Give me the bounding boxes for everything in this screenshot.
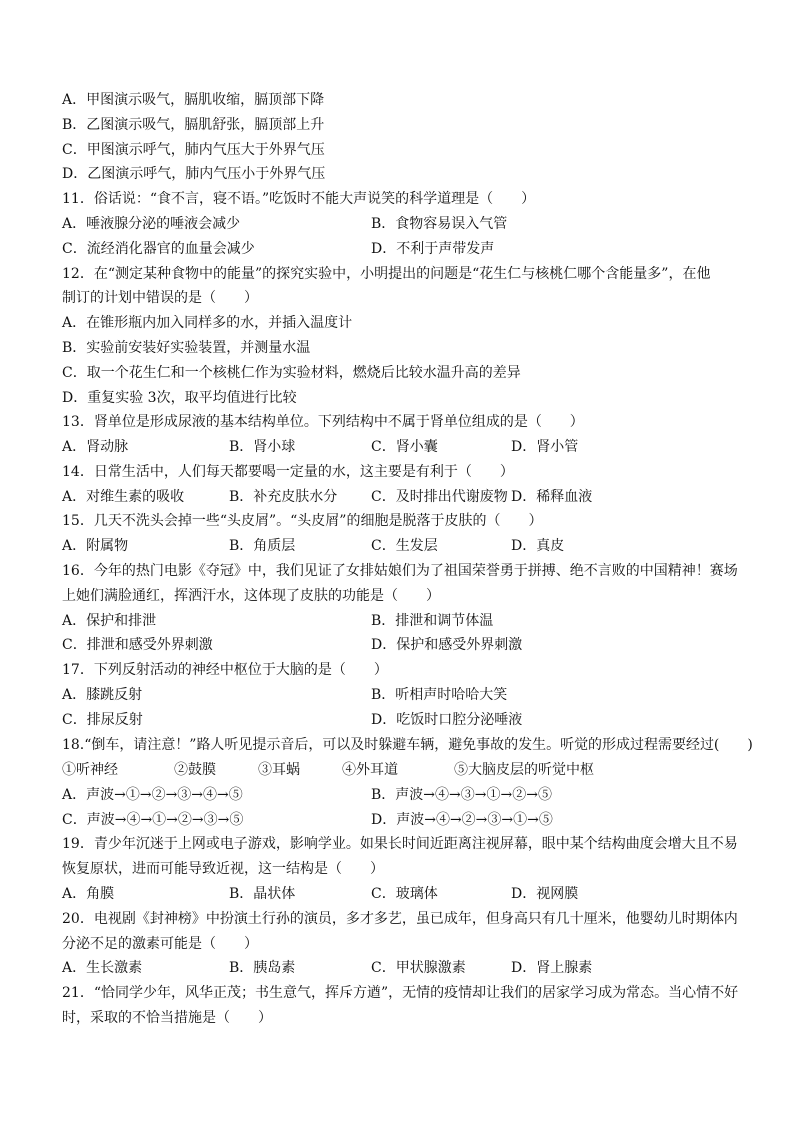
q11-stem: 11．俗话说：“食不言，寝不语。”吃饭时不能大声说笑的科学道理是（ ） — [62, 191, 536, 207]
q13-options — [62, 437, 579, 457]
q13-option-d: D．肾小管 — [511, 439, 579, 455]
q20-option-d: D．肾上腺素 — [511, 960, 593, 976]
q18-item-3: ③耳蜗 — [258, 762, 300, 778]
q16-option-d: D．保护和感受外界刺激 — [371, 637, 523, 653]
q10-option-b: B．乙图演示吸气，膈肌舒张，膈顶部上升 — [62, 117, 325, 133]
q15-options — [62, 536, 565, 556]
q14-stem: 14．日常生活中，人们每天都要喝一定量的水，这主要是有利于（ ） — [62, 464, 514, 480]
q15-option-a: A．附属物 — [62, 538, 129, 554]
q17-options-row2 — [62, 710, 523, 730]
q11-option-c: C．流经消化器官的血量会减少 — [62, 241, 255, 257]
q17-option-a: A．膝跳反射 — [62, 687, 143, 703]
q12-stem-line1: 12．在“测定某种食物中的能量”的探究实验中，小明提出的问题是“花生仁与核桃仁哪个含能量多”，在他 — [62, 266, 711, 282]
q20-stem-line1: 20．电视剧《封神榜》中扮演土行孙的演员，多才多艺，虽已成年，但身高只有几十厘米，他婴幼儿时期体内 — [62, 911, 738, 927]
q19-option-a: A．角膜 — [62, 886, 115, 902]
q15-option-b: B．角质层 — [229, 538, 296, 554]
q20-stem-line2: 分泌不足的激素可能是（ ） — [62, 936, 258, 952]
q19-stem-line2: 恢复原状，进而可能导致近视，这一结构是（ ） — [62, 861, 384, 877]
q11-option-a: A．唾液腺分泌的唾液会减少 — [62, 216, 241, 232]
q10-option-a: A．甲图演示吸气，膈肌收缩，膈顶部下降 — [62, 92, 325, 108]
q12-option-d: D．重复实验 3次，取平均值进行比较 — [62, 390, 297, 406]
q10-option-d: D．乙图演示呼气，肺内气压小于外界气压 — [62, 166, 326, 182]
q11-options-row1 — [62, 214, 508, 234]
q18-option-b: B．声波→④→③→①→②→⑤ — [371, 787, 552, 803]
q12-option-b: B．实验前安装好实验装置，并测量水温 — [62, 340, 311, 356]
q17-option-b: B．听相声时哈哈大笑 — [371, 687, 508, 703]
q19-option-b: B．晶状体 — [229, 886, 296, 902]
q20-option-a: A．生长激素 — [62, 960, 143, 976]
q13-option-c: C．肾小囊 — [371, 439, 438, 455]
q17-stem: 17．下列反射活动的神经中枢位于大脑的是（ ） — [62, 662, 388, 678]
q16-options-row1 — [62, 611, 494, 631]
q16-option-a: A．保护和排泄 — [62, 613, 157, 629]
q21-stem-line2: 时，采取的不恰当措施是（ ） — [62, 1010, 272, 1026]
q20-options — [62, 958, 593, 978]
q19-options — [62, 884, 579, 904]
q14-option-c: C．及时排出代谢废物 — [371, 489, 508, 505]
q15-option-c: C．生发层 — [371, 538, 438, 554]
q20-option-b: B．胰岛素 — [229, 960, 296, 976]
q12-stem-line2: 制订的计划中错误的是（ ） — [62, 290, 258, 306]
q16-option-b: B．排泄和调节体温 — [371, 613, 494, 629]
q13-option-b: B．肾小球 — [229, 439, 296, 455]
q21-stem-line1: 21．“恰同学少年，风华正茂；书生意气，挥斥方遒”，无情的疫情却让我们的居家学习成为常态。当心情不好 — [62, 985, 739, 1001]
q13-stem: 13．肾单位是形成尿液的基本结构单位。下列结构中不属于肾单位组成的是（ ） — [62, 414, 584, 430]
q16-stem-line2: 上她们满脸通红，挥洒汗水，这体现了皮肤的功能是（ ） — [62, 588, 440, 604]
q17-option-d: D．吃饭时口腔分泌唾液 — [371, 712, 523, 728]
q18-item-1: ①听神经 — [62, 762, 118, 778]
q18-item-4: ④外耳道 — [342, 762, 398, 778]
q18-options-row2 — [62, 810, 553, 830]
q12-option-a: A．在锥形瓶内加入同样多的水，并插入温度计 — [62, 315, 353, 331]
q18-options-row1 — [62, 785, 552, 805]
q15-stem: 15．几天不洗头会掉一些“头皮屑”。“头皮屑”的细胞是脱落于皮肤的（ ） — [62, 513, 543, 529]
q18-item-2: ②鼓膜 — [174, 762, 216, 778]
q19-option-c: C．玻璃体 — [371, 886, 438, 902]
q16-stem-line1: 16．今年的热门电影《夺冠》中，我们见证了女排姑娘们为了祖国荣誉勇于拼搏、绝不言败的中国精神！赛场 — [62, 563, 738, 579]
q11-options-row2 — [62, 239, 495, 259]
q18-option-d: D．声波→④→②→③→①→⑤ — [371, 812, 553, 828]
q19-stem-line1: 19．青少年沉迷于上网或电子游戏，影响学业。如果长时间近距离注视屏幕，眼中某个结构曲度会增大且不易 — [62, 836, 738, 852]
q12-option-c: C．取一个花生仁和一个核桃仁作为实验材料，燃烧后比较水温升高的差异 — [62, 365, 521, 381]
q11-option-d: D．不利于声带发声 — [371, 241, 495, 257]
q15-option-d: D．真皮 — [511, 538, 565, 554]
q18-option-a: A．声波→①→②→③→④→⑤ — [62, 787, 243, 803]
q11-option-b: B．食物容易误入气管 — [371, 216, 508, 232]
q10-option-c: C．甲图演示呼气，肺内气压大于外界气压 — [62, 142, 325, 158]
q18-stem: 18.“倒车，请注意！”路人听见提示音后，可以及时躲避车辆，避免事故的发生。听觉的形成过程需要经过( ) — [62, 737, 753, 753]
q20-option-c: C．甲状腺激素 — [371, 960, 466, 976]
q19-option-d: D．视网膜 — [511, 886, 579, 902]
q14-option-b: B．补充皮肤水分 — [229, 489, 338, 505]
q14-option-d: D．稀释血液 — [511, 489, 593, 505]
q18-option-c: C．声波→④→①→②→③→⑤ — [62, 812, 244, 828]
q18-item-5: ⑤大脑皮层的听觉中枢 — [454, 762, 594, 778]
q18-items — [62, 760, 594, 780]
q13-option-a: A．肾动脉 — [62, 439, 129, 455]
q14-option-a: A．对维生素的吸收 — [62, 489, 185, 505]
q16-option-c: C．排泄和感受外界刺激 — [62, 637, 213, 653]
q17-options-row1 — [62, 685, 508, 705]
q17-option-c: C．排尿反射 — [62, 712, 143, 728]
q14-options — [62, 487, 593, 507]
q16-options-row2 — [62, 635, 523, 655]
